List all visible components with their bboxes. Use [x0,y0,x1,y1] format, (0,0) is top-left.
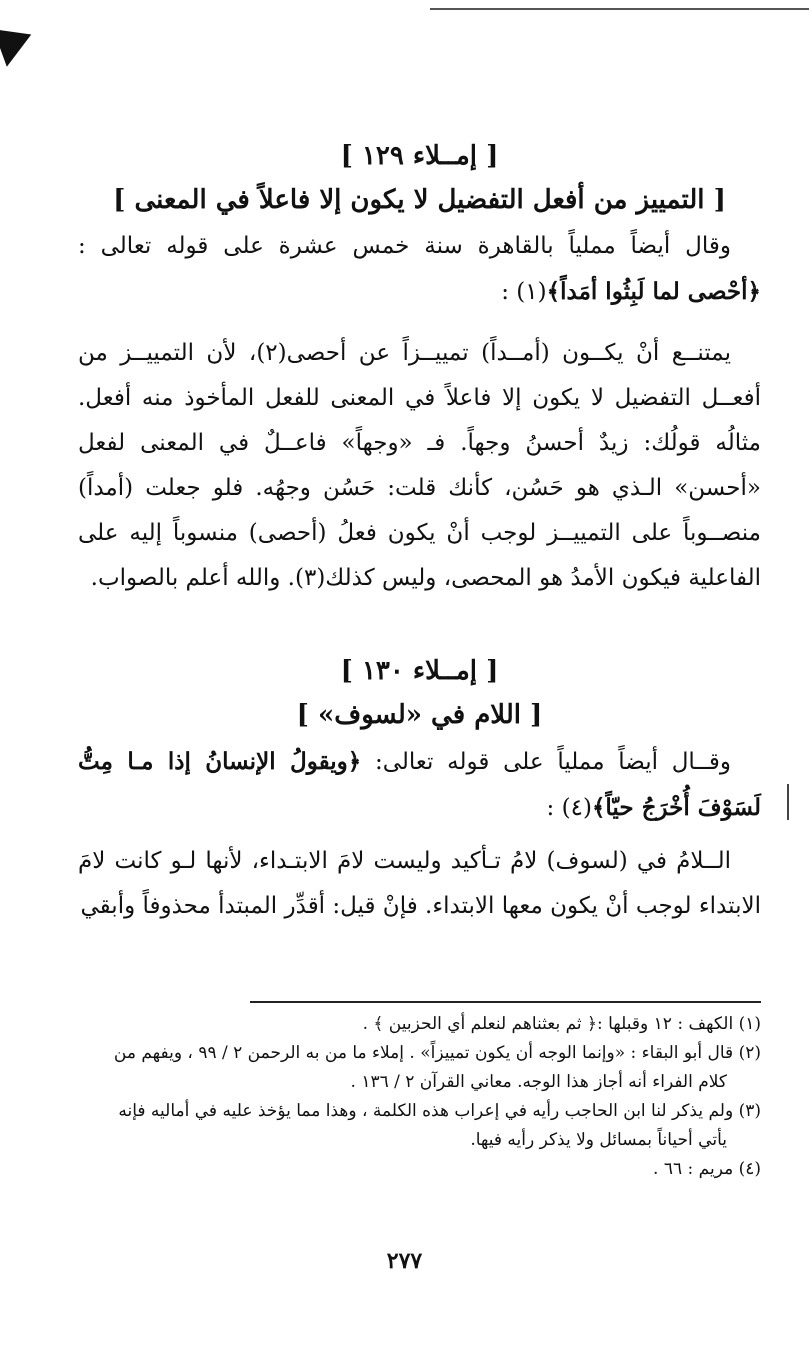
footnote-1: (١) الكهف : ١٢ وقبلها :﴿ ثم بعثناهم لنعلم أي الحزبين ﴾ . [362,1014,761,1034]
footnote-3-continuation: يأتي أحياناً بمسائل ولا يذكر رأيه فيها. [470,1130,727,1150]
section1-intro-text: وقال أيضاً مملياً بالقاهرة سنة خمس عشرة على قوله تعالى : [78,233,731,259]
section1-subheading: [ التمييز من أفعل التفضيل لا يكون إلا فاعلاً في المعنى ] [113,185,726,215]
section1-body: يمتنــع أنْ يكــون (أمــداً) تمييــزاً عن أحصى(٢)، لأن التمييــز من أفعــل التفضيل لا يكون إلا فاعلاً في المعنى للفعل المأخوذ منه أفعل. مثالُه قولُك: زيدٌ أحسنُ وجهاً. فـ «وجهاً» فاعــلٌ في المعنى لفعل «أحسن» الـذي هو حَسُن، كأنك قلت: حَسُن وجهُه. فلو جعلت (أمداً) منصــوباً على التمييــز لوجب أنْ يكون فعلُ (أحصى) منسوباً إليه على الفاعلية فيكون الأمدُ هو المحصى، وليس كذلك(٣). والله أعلم بالصواب. [78,340,761,591]
section2-subheading: [ اللام في «لسوف» ] [296,700,543,730]
footnote-2-continuation: كلام الفراء أنه أجاز هذا الوجه. معاني القرآن ٢ / ١٣٦ . [350,1072,727,1092]
section2-body: الــلامُ في (لسوف) لامُ تـأكيد وليست لامَ الابتـداء، لأنها لـو كانت لامَ الابتداء لوجب أنْ يكون معها الابتداء. فإنْ قيل: أقدِّر المبتدأ محذوفاً وأبقي [78,848,761,919]
section2-intro-ref: (٤) : [546,795,592,821]
section2-intro-text: وقــال أيضاً مملياً على قوله تعالى: [374,749,732,775]
footnote-4: (٤) مريم : ٦٦ . [653,1159,761,1179]
footnotes [78,1010,761,1184]
section2-verse: ﴿ويقولُ الإنسانُ إذا مـا مِتُّ لَسَوْفَ أُخْرَجُ حيّاً﴾ [78,748,761,821]
footnote-3: (٣) ولم يذكر لنا ابن الحاجب رأيه في إعراب هذه الكلمة ، وهذا مما يؤخذ عليه في أماليه فإنه [118,1101,761,1121]
section2-intro [78,739,761,831]
page-number: ٢٧٧ [386,1248,423,1274]
margin-line [787,784,789,820]
section1-intro-ref: (١) : [501,279,547,305]
section1-intro [78,224,761,315]
corner-mark [0,18,39,67]
section1-verse: ﴿أحْصى لما لَبِثُوا أمَداً﴾ [546,278,761,305]
footnote-rule [250,1001,761,1003]
footnote-2: (٢) قال أبو البقاء : «وإنما الوجه أن يكون تمييزاً» . إملاء ما من به الرحمن ٢ / ٩٩ ، ويفهم من [113,1043,761,1063]
section1-heading: [ إمــلاء ١٢٩ ] [340,141,499,171]
main-text [78,0,761,929]
section2-heading: [ إمــلاء ١٣٠ ] [340,656,499,686]
